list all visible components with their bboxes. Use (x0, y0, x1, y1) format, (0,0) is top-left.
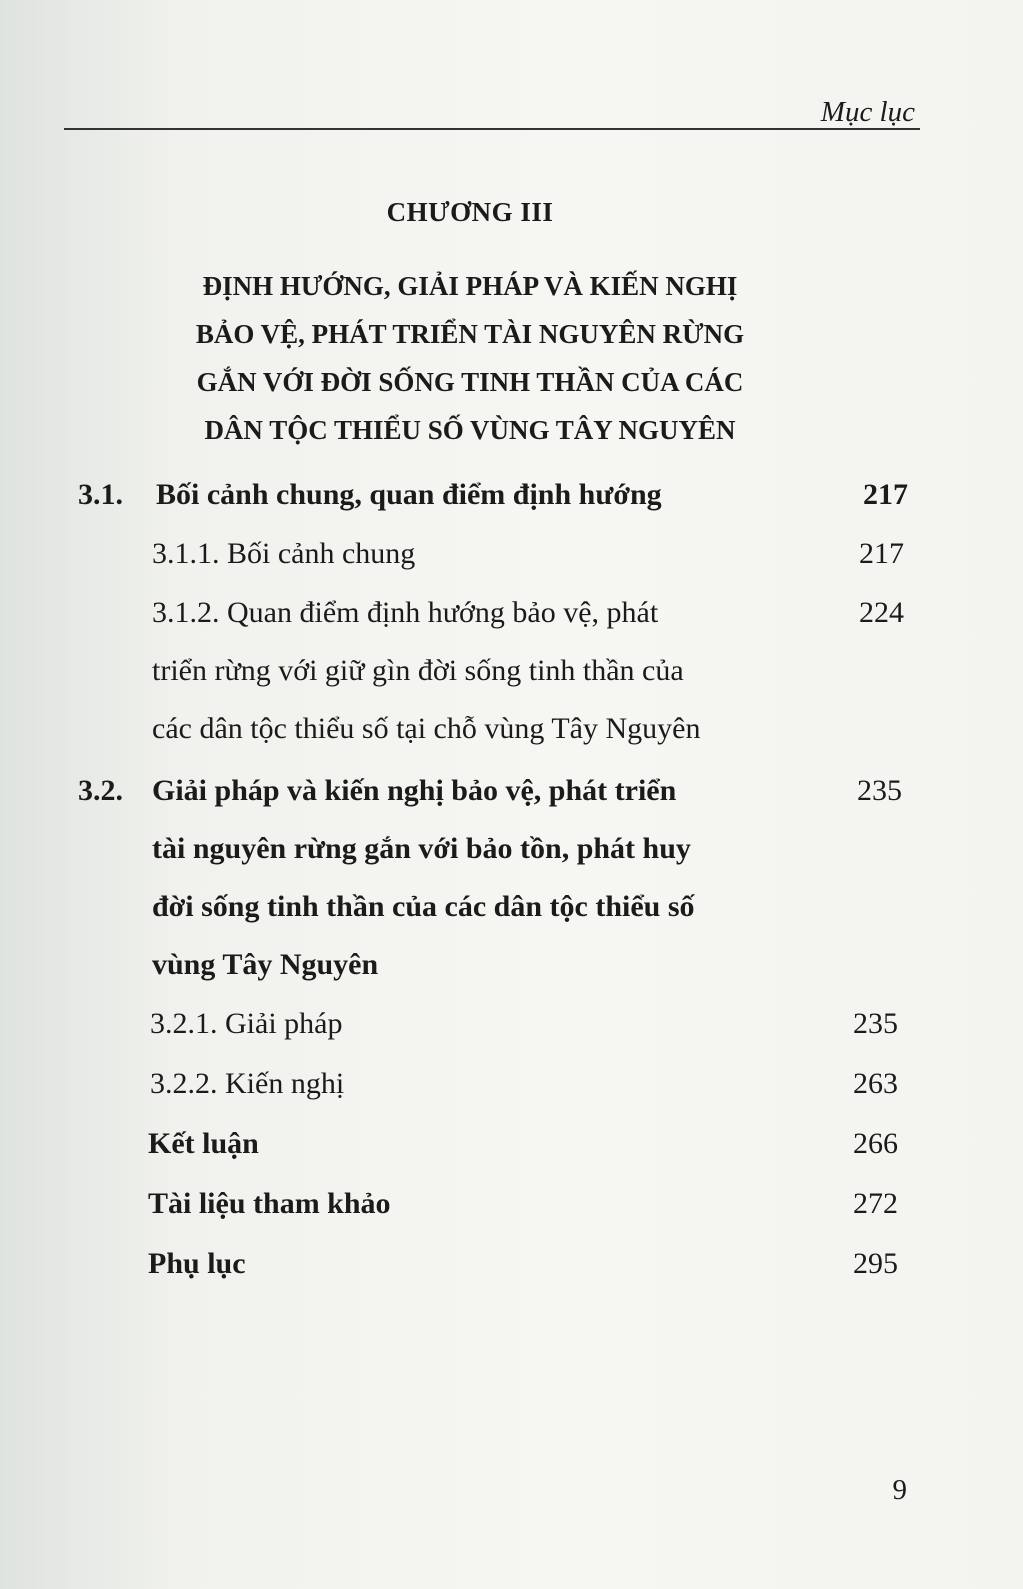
toc-entry-line: Giải pháp và kiến nghị bảo vệ, phát triển (152, 774, 677, 807)
chapter-title-line: GẮN VỚI ĐỜI SỐNG TINH THẦN CỦA CÁC (196, 367, 744, 397)
toc-entry-line: 3.2.1. Giải pháp (150, 1007, 343, 1040)
toc-entry-3-1 (78, 466, 908, 524)
chapter-title-line: DÂN TỘC THIỂU SỐ VÙNG TÂY NGUYÊN (204, 415, 736, 445)
header-rule (64, 128, 920, 130)
chapter-title-line: ĐỊNH HƯỚNG, GIẢI PHÁP VÀ KIẾN NGHỊ (202, 271, 738, 301)
toc-entry-conclusion (148, 1115, 898, 1173)
toc-entry-line: Phụ lục (148, 1247, 246, 1280)
toc-entry-references (148, 1175, 898, 1233)
toc-entry-page: 235 (857, 774, 902, 807)
toc-entry-text (148, 1175, 768, 1233)
toc-entry-line: 3.2.2. Kiến nghị (150, 1067, 345, 1100)
toc-entry-number: 3.1. (78, 478, 123, 511)
toc-entry-page: 266 (853, 1127, 898, 1160)
toc-entry-line: đời sống tinh thần của các dân tộc thiểu số (152, 890, 695, 923)
toc-entry-text (150, 1055, 770, 1113)
toc-entry-line: 3.1.2. Quan điểm định hướng bảo vệ, phát (152, 596, 659, 629)
toc-entry-3-2-1 (150, 995, 898, 1053)
toc-entry-text (152, 762, 782, 994)
toc-entry-3-2 (78, 762, 902, 994)
toc-entry-line: các dân tộc thiểu số tại chỗ vùng Tây Nguyên (152, 712, 701, 745)
toc-entry-text (148, 1115, 768, 1173)
toc-entry-line: Bối cảnh chung, quan điểm định hướng (156, 478, 662, 511)
toc-entry-line: Tài liệu tham khảo (148, 1187, 391, 1220)
toc-entry-line: triển rừng với giữ gìn đời sống tinh thần của (152, 654, 684, 687)
toc-entry-3-2-2 (150, 1055, 898, 1113)
chapter-title (150, 262, 790, 454)
toc-entry-3-1-2 (152, 584, 904, 758)
toc-entry-appendix (148, 1235, 898, 1293)
toc-entry-line: Kết luận (148, 1127, 259, 1160)
toc-entry-page: 272 (853, 1187, 898, 1220)
toc-entry-text (148, 1235, 768, 1293)
chapter-title-line: BẢO VỆ, PHÁT TRIỂN TÀI NGUYÊN RỪNG (195, 319, 745, 349)
running-header-title: Mục lục (820, 96, 915, 128)
toc-entry-page: 224 (859, 596, 904, 629)
toc-entry-text (150, 995, 770, 1053)
toc-entry-page: 263 (853, 1067, 898, 1100)
toc-entry-line: vùng Tây Nguyên (152, 948, 379, 981)
toc-entry-text (152, 584, 782, 758)
toc-entry-line: tài nguyên rừng gắn với bảo tồn, phát huy (152, 832, 691, 865)
toc-entry-3-1-1 (152, 525, 904, 583)
toc-entry-line: 3.1.1. Bối cảnh chung (152, 537, 416, 570)
toc-entry-page: 217 (863, 478, 908, 511)
toc-entry-page: 295 (853, 1247, 898, 1280)
toc-entry-text (156, 466, 796, 524)
toc-entry-page: 217 (859, 537, 904, 570)
chapter-label: CHƯƠNG III (386, 197, 554, 227)
page-number: 9 (892, 1474, 907, 1506)
toc-entry-number: 3.2. (78, 774, 123, 807)
toc-entry-page: 235 (853, 1007, 898, 1040)
toc-entry-text (152, 525, 782, 583)
